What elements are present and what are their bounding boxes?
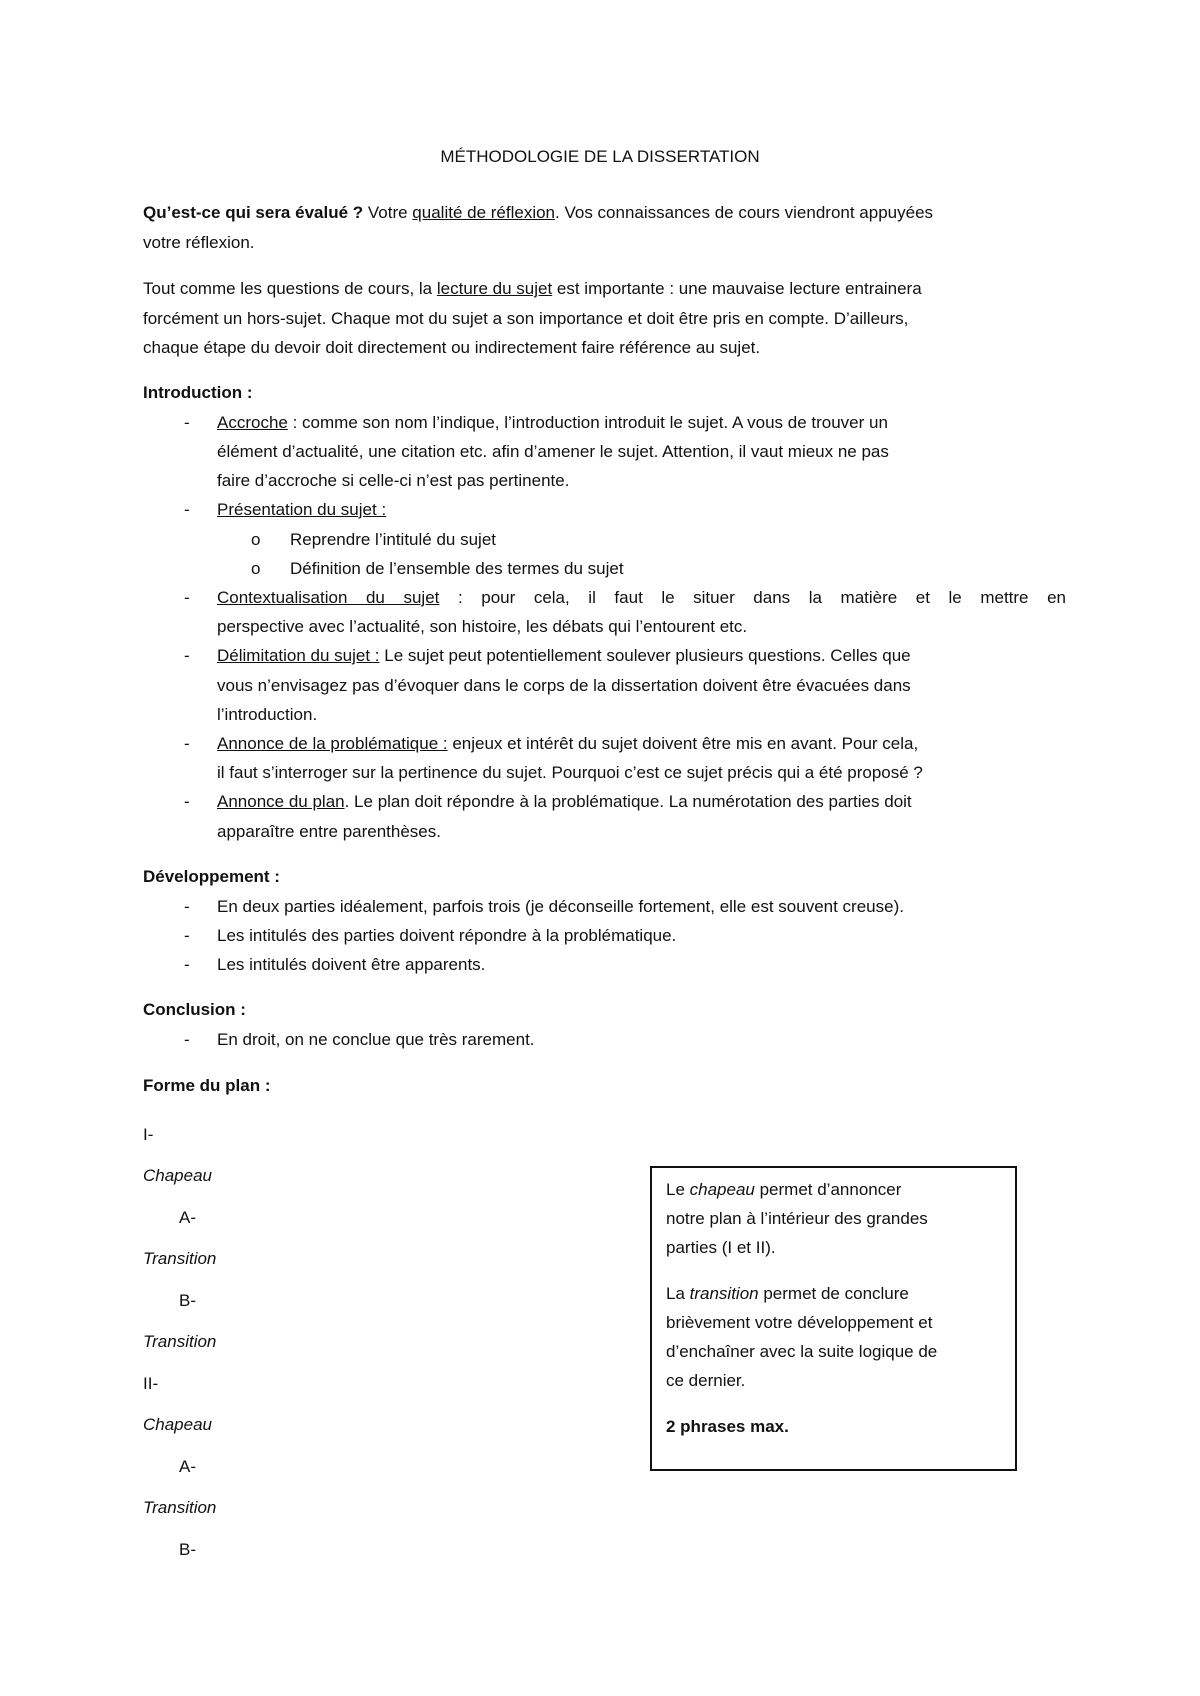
- term-transition: transition: [689, 1284, 759, 1303]
- delimitation-line-3: l’introduction.: [217, 705, 318, 724]
- box-line-1: Le chapeau permet d’annoncer: [666, 1180, 902, 1199]
- underlined-term: Annonce du plan: [217, 792, 345, 811]
- circle-bullet: o: [251, 559, 261, 578]
- dash-bullet: -: [184, 897, 190, 916]
- dash-bullet: -: [184, 413, 190, 432]
- plan-announce-line-2: apparaître entre parenthèses.: [217, 822, 441, 841]
- text: Votre: [363, 203, 413, 222]
- accroche-line-3: faire d’accroche si celle-ci n’est pas pertinente.: [217, 471, 570, 490]
- underlined-term: Présentation du sujet :: [217, 500, 387, 519]
- plan-row-transition: Transition: [143, 1249, 217, 1268]
- text: enjeux et intérêt du sujet doivent être mis en avant. Pour cela,: [447, 734, 919, 753]
- text: : pour cela, il faut le situer dans la matière et le mettre en: [439, 588, 1066, 607]
- text: Tout comme les questions de cours, la: [143, 279, 437, 298]
- section-heading-conclusion: Conclusion :: [143, 1000, 246, 1019]
- text: est importante : une mauvaise lecture entrainera: [552, 279, 922, 298]
- paragraph-reading-line-3: chaque étape du devoir doit directement ou indirectement faire référence au sujet.: [143, 338, 761, 357]
- accroche-line-1: [217, 413, 888, 433]
- paragraph-evaluation-line-1: [143, 203, 933, 223]
- box-line-7: ce dernier.: [666, 1371, 746, 1390]
- contextualisation-line-1: [217, 588, 1066, 608]
- plan-row-chapeau: Chapeau: [143, 1415, 213, 1434]
- paragraph-reading-line-2: forcément un hors-sujet. Chaque mot du sujet a son importance et doit être pris en compte. D’ailleurs,: [143, 309, 909, 328]
- plan-row-chapeau: Chapeau: [143, 1166, 213, 1185]
- underlined-term: Délimitation du sujet :: [217, 646, 380, 665]
- text: : comme son nom l’indique, l’introduction introduit le sujet. A vous de trouver un: [287, 413, 888, 432]
- dash-bullet: -: [184, 1030, 190, 1049]
- plan-row-sub-a: A-: [179, 1208, 196, 1227]
- section-heading-developpement: Développement :: [143, 867, 280, 886]
- dash-bullet: -: [184, 646, 190, 665]
- presentation-sub-item-1: Reprendre l’intitulé du sujet: [290, 530, 497, 549]
- presentation-sub-item-2: Définition de l’ensemble des termes du sujet: [290, 559, 624, 578]
- list-item: En droit, on ne conclue que très rarement.: [217, 1030, 535, 1049]
- dash-bullet: -: [184, 926, 190, 945]
- accroche-line-2: élément d’actualité, une citation etc. afin d’amener le sujet. Attention, il vaut mieux ne pas: [217, 442, 889, 461]
- plan-row-transition: Transition: [143, 1332, 217, 1351]
- contextualisation-line-2: perspective avec l’actualité, son histoire, les débats qui l’entourent etc.: [217, 617, 748, 636]
- paragraph-reading-line-1: [143, 279, 922, 299]
- problematique-line-1: [217, 734, 918, 754]
- delimitation-line-2: vous n’envisagez pas d’évoquer dans le corps de la dissertation doivent être évacuées dans: [217, 676, 911, 695]
- dash-bullet: -: [184, 734, 190, 753]
- underlined-text: qualité de réflexion: [412, 203, 556, 222]
- underlined-term: Accroche: [217, 413, 288, 432]
- paragraph-evaluation-line-2: votre réflexion.: [143, 233, 255, 252]
- term-chapeau: chapeau: [689, 1180, 755, 1199]
- plan-row-sub-b: B-: [179, 1291, 196, 1310]
- delimitation-line-1: [217, 646, 911, 666]
- plan-row-part-2: II-: [143, 1374, 159, 1393]
- underlined-term: Annonce de la problématique :: [217, 734, 448, 753]
- list-item: En deux parties idéalement, parfois trois (je déconseille fortement, elle est souvent creuse).: [217, 897, 904, 916]
- underlined-term: Contextualisation du sujet: [217, 588, 440, 607]
- explanation-box: [650, 1166, 1017, 1471]
- box-line-6: d’enchaîner avec la suite logique de: [666, 1342, 938, 1361]
- dash-bullet: -: [184, 588, 190, 607]
- problematique-line-2: il faut s’interroger sur la pertinence du sujet. Pourquoi c’est ce sujet précis qui a été proposé ?: [217, 763, 923, 782]
- list-item: Les intitulés des parties doivent répondre à la problématique.: [217, 926, 677, 945]
- underlined-text: lecture du sujet: [436, 279, 553, 298]
- dash-bullet: -: [184, 500, 190, 519]
- text: Le sujet peut potentiellement soulever plusieurs questions. Celles que: [379, 646, 911, 665]
- section-heading-introduction: Introduction :: [143, 383, 253, 402]
- plan-row-transition: Transition: [143, 1498, 217, 1517]
- plan-announce-line-1: [217, 792, 912, 812]
- circle-bullet: o: [251, 530, 261, 549]
- text: . Le plan doit répondre à la problématique. La numérotation des parties doit: [344, 792, 912, 811]
- dash-bullet: -: [184, 955, 190, 974]
- plan-row-sub-b: B-: [179, 1540, 196, 1559]
- dash-bullet: -: [184, 792, 190, 811]
- box-line-4: La transition permet de conclure: [666, 1284, 909, 1303]
- box-line-2: notre plan à l’intérieur des grandes: [666, 1209, 928, 1228]
- text: . Vos connaissances de cours viendront appuyées: [555, 203, 934, 222]
- box-line-8: 2 phrases max.: [666, 1417, 789, 1436]
- box-line-3: parties (I et II).: [666, 1238, 776, 1257]
- presentation-line: [217, 500, 386, 520]
- list-item: Les intitulés doivent être apparents.: [217, 955, 486, 974]
- box-line-5: brièvement votre développement et: [666, 1313, 933, 1332]
- plan-row-part-1: I-: [143, 1125, 154, 1144]
- section-heading-plan-form: Forme du plan :: [143, 1076, 271, 1095]
- evaluation-question: Qu’est-ce qui sera évalué ?: [143, 203, 364, 222]
- plan-row-sub-a: A-: [179, 1457, 196, 1476]
- page-title: MÉTHODOLOGIE DE LA DISSERTATION: [440, 147, 760, 166]
